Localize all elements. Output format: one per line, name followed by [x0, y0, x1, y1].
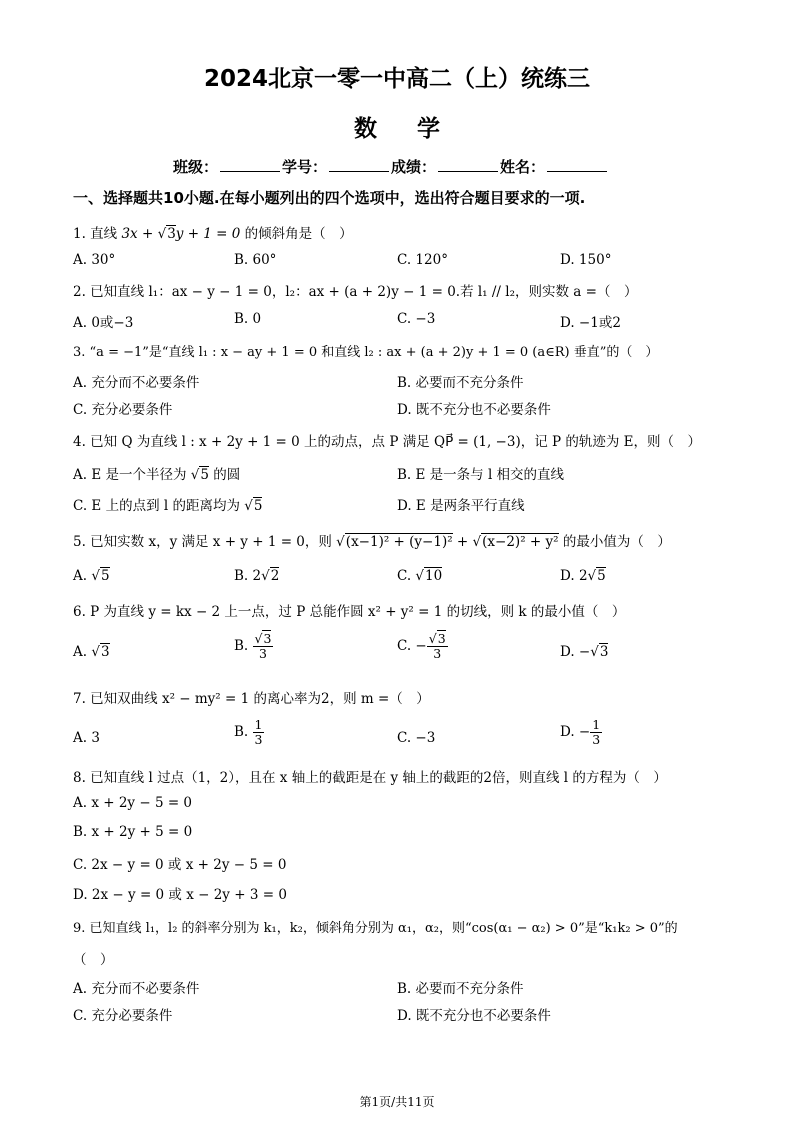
id-label: 学号： [282, 158, 328, 176]
q5-a-sqrt: 5 [100, 568, 110, 584]
q5-root-2: (x−2)² + y² [482, 534, 559, 550]
q4-c-text: C. E 上的点到 l 的距离均为 [73, 498, 240, 514]
q8-option-c: C. 2x − y = 0 或 x + 2y − 5 = 0 [73, 857, 287, 873]
q4-a-post: 的圆 [213, 467, 241, 483]
q2-option-b: B. 0 [234, 311, 262, 327]
q7-d-fraction [590, 718, 602, 747]
q3-option-a: A. 充分而不必要条件 [73, 375, 200, 391]
question-4: 4. 已知 Q 为直线 l : x + 2y + 1 = 0 上的动点，点 P 满足 QP⃗ = (1, −3)，记 P 的轨迹为 E，则（ ） [73, 434, 702, 450]
q5-c-sqrt: 10 [425, 568, 443, 584]
q2-option-c: C. −3 [397, 311, 436, 327]
q7-b-den: 3 [254, 731, 263, 747]
q4-option-c: C. E 上的点到 l 的距离均为 √5 [73, 498, 263, 514]
q6-a-sqrt: 3 [100, 644, 110, 660]
q9-option-a: A. 充分而不必要条件 [73, 981, 200, 997]
q5-option-d: D. 2√5 [560, 568, 606, 584]
q5-stem-pre: 5. 已知实数 x，y 满足 x + y + 1 = 0，则 [73, 534, 332, 550]
q5-option-a: A. √5 [73, 568, 110, 584]
q7-option-b [234, 718, 264, 747]
q4-option-b: B. E 是一条与 l 相交的直线 [397, 467, 565, 483]
q5-c-label: C. [397, 568, 412, 584]
q1-option-b: B. 60° [234, 252, 277, 268]
page-footer: 第1页/共11页 [359, 1095, 435, 1109]
q4-option-a: A. E 是一个半径为 √5 的圆 [73, 467, 241, 483]
q7-d-label: D. − [560, 723, 591, 740]
q1-stem-e: 的倾斜角是（ ） [244, 226, 353, 242]
q5-b-sqrt: 2 [270, 568, 280, 584]
q6-b-num: 3 [263, 631, 272, 646]
q6-a-label: A. [73, 644, 88, 660]
q3-option-b: B. 必要而不充分条件 [397, 375, 524, 391]
q6-option-c [397, 632, 448, 661]
score-label: 成绩： [391, 158, 437, 176]
question-9-paren: （ ） [73, 952, 114, 968]
q6-option-a: A. √3 [73, 644, 110, 660]
id-blank[interactable] [329, 157, 389, 172]
student-info-line [173, 156, 609, 177]
section-heading: 一、选择题共10小题.在每小题列出的四个选项中，选出符合题目要求的一项. [73, 189, 586, 207]
question-1: 1. 直线 3x + √3y + 1 = 0 的倾斜角是（ ） [73, 226, 353, 242]
q7-d-den: 3 [592, 731, 601, 747]
q7-b-label: B. [234, 723, 249, 740]
q7-option-c: C. −3 [397, 730, 436, 746]
q5-b-coef: 2 [252, 568, 262, 584]
question-8: 8. 已知直线 l 过点（1，2），且在 x 轴上的截距是在 y 轴上的截距的2倍，则直线 l 的方程为（ ） [73, 770, 667, 786]
question-3: 3. “a = −1”是“直线 l₁ : x − ay + 1 = 0 和直线 l₂ : ax + (a + 2)y + 1 = 0 (a∈R) 垂直”的（ ） [73, 345, 659, 360]
q7-d-num: 1 [592, 717, 601, 732]
subject-title: 数学 [354, 116, 480, 142]
q5-d-sqrt: 5 [597, 568, 606, 584]
q7-b-fraction [253, 718, 265, 747]
q2-option-a: A. 0或−3 [73, 315, 134, 331]
name-label: 姓名： [500, 158, 546, 176]
q9-option-d: D. 既不充分也不必要条件 [397, 1008, 551, 1024]
q6-c-num: 3 [437, 631, 446, 646]
q1-stem-b: 3x + [121, 226, 158, 242]
q2-option-d: D. −1或2 [560, 315, 621, 331]
q4-a-sqrt: 5 [200, 467, 209, 483]
q6-option-d: D. −√3 [560, 644, 609, 660]
q6-b-label: B. [234, 637, 249, 654]
q5-option-c: C. √10 [397, 568, 443, 584]
q5-a-label: A. [73, 568, 88, 584]
score-blank[interactable] [438, 157, 498, 172]
q6-d-sqrt: 3 [599, 644, 609, 660]
class-blank[interactable] [220, 157, 280, 172]
q9-option-b: B. 必要而不充分条件 [397, 981, 524, 997]
q6-b-den: 3 [259, 645, 267, 661]
q5-root-1: (x−1)² + (y−1)² [345, 534, 453, 550]
q6-d-label: D. − [560, 644, 591, 660]
q5-plus: + [452, 534, 473, 550]
q6-option-b [234, 632, 273, 661]
q4-option-d: D. E 是两条平行直线 [397, 498, 525, 514]
name-blank[interactable] [547, 157, 607, 172]
q1-stem-a: 1. 直线 [73, 226, 118, 242]
q8-option-b: B. x + 2y + 5 = 0 [73, 824, 193, 840]
q6-c-label: C. − [397, 637, 427, 654]
q1-option-a: A. 30° [73, 252, 116, 268]
q4-c-sqrt: 5 [253, 498, 263, 514]
q7-b-num: 1 [254, 717, 263, 732]
q6-b-fraction: $\frac{√3}{3}$ [254, 631, 272, 661]
q6-c-den: 3 [433, 645, 442, 661]
q1-stem-d: y + 1 = 0 [175, 226, 241, 242]
q1-option-d: D. 150° [560, 252, 612, 268]
q5-option-b: B. 2√2 [234, 568, 280, 584]
question-2: 2. 已知直线 l₁：ax − y − 1 = 0，l₂：ax + (a + 2)y − 1 = 0.若 l₁ // l₂，则实数 a =（ ） [73, 284, 638, 300]
q7-option-d [560, 718, 602, 747]
q5-d-coef: 2 [578, 568, 588, 584]
question-6: 6. P 为直线 y = kx − 2 上一点，过 P 总能作圆 x² + y² = 1 的切线，则 k 的最小值（ ） [73, 604, 626, 620]
q7-option-a: A. 3 [73, 730, 100, 746]
q9-option-c: C. 充分必要条件 [73, 1008, 173, 1024]
q1-option-c: C. 120° [397, 252, 448, 268]
exam-title: 2024北京一零一中高二（上）统练三 [203, 66, 590, 92]
class-label: 班级： [173, 158, 219, 176]
question-7: 7. 已知双曲线 x² − my² = 1 的离心率为2，则 m =（ ） [73, 691, 430, 707]
question-5: 5. 已知实数 x，y 满足 x + y + 1 = 0，则 √(x−1)² + (y−1)² + √(x−2)² + y² 的最小值为（ ） [73, 534, 671, 550]
q5-stem-post: 的最小值为（ ） [562, 534, 671, 550]
q4-a-text: A. E 是一个半径为 [73, 467, 187, 483]
q8-option-a: A. x + 2y − 5 = 0 [73, 795, 193, 811]
q8-option-d: D. 2x − y = 0 或 x − 2y + 3 = 0 [73, 887, 287, 903]
q5-d-label: D. [560, 568, 575, 584]
q1-sqrt: 3 [167, 226, 176, 242]
q3-option-c: C. 充分必要条件 [73, 402, 173, 418]
q6-c-fraction: $\frac{√3}{3}$ [428, 631, 446, 661]
q5-b-label: B. [234, 568, 249, 584]
question-9: 9. 已知直线 l₁，l₂ 的斜率分别为 k₁，k₂，倾斜角分别为 α₁，α₂，则“cos(α₁ − α₂) > 0”是“k₁k₂ > 0”的 [73, 921, 678, 936]
q3-option-d: D. 既不充分也不必要条件 [397, 402, 551, 418]
